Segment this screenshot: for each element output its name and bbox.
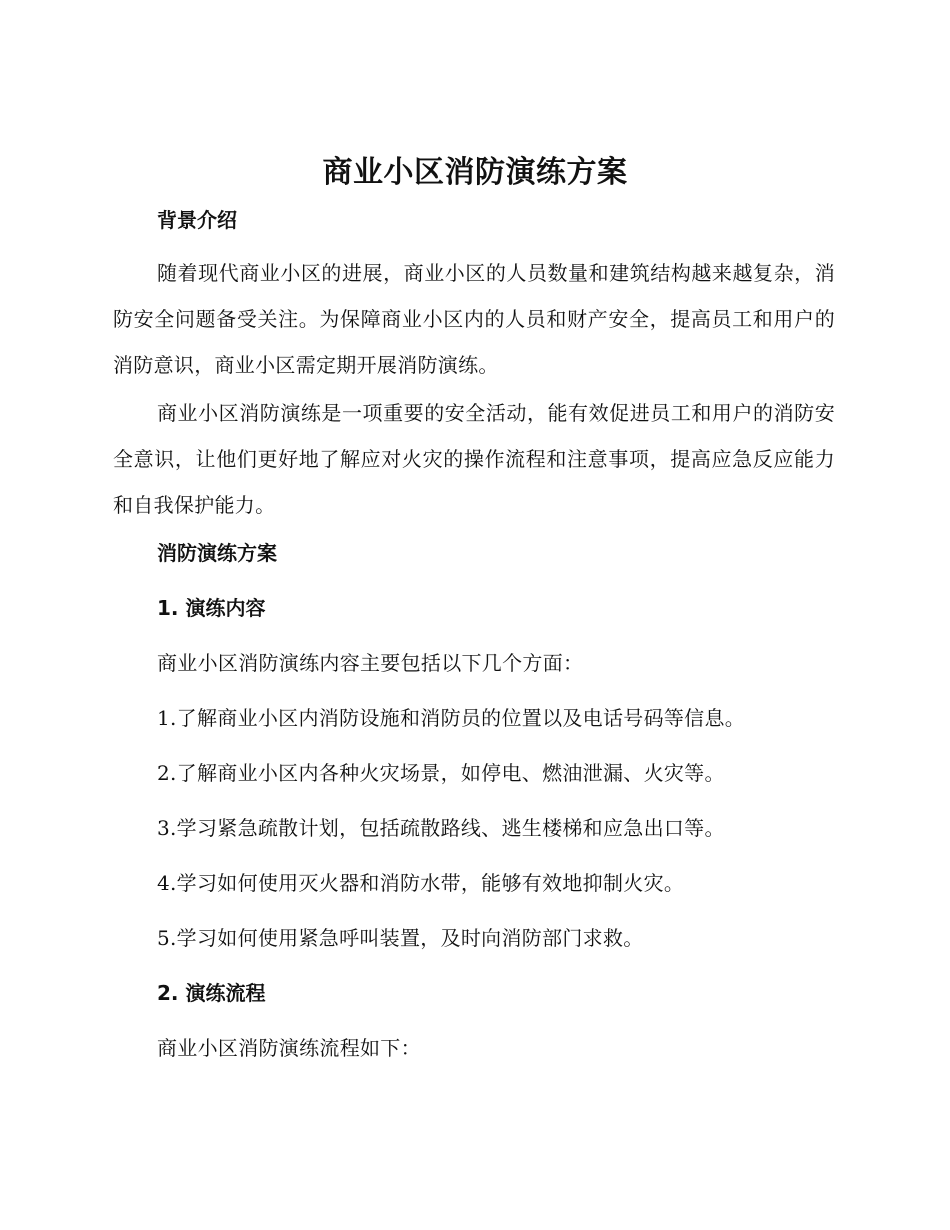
- paragraph-background-2: 商业小区消防演练是一项重要的安全活动，能有效促进员工和用户的消防安全意识，让他们更好地了解应对火灾的操作流程和注意事项，提高应急反应能力和自我保护能力。: [113, 401, 835, 517]
- subheading-drill-process: 2. 演练流程: [157, 981, 266, 1005]
- drill-content-intro: 商业小区消防演练内容主要包括以下几个方面：: [157, 651, 584, 675]
- subheading-drill-content: 1. 演练内容: [157, 596, 266, 620]
- document-title: 商业小区消防演练方案: [322, 155, 628, 190]
- list-item: 4.学习如何使用灭火器和消防水带，能够有效地抑制火灾。: [157, 871, 685, 895]
- section-heading-background: 背景介绍: [157, 208, 237, 232]
- list-item: 3.学习紧急疏散计划，包括疏散路线、逃生楼梯和应急出口等。: [157, 816, 725, 840]
- drill-process-intro: 商业小区消防演练流程如下：: [157, 1036, 421, 1060]
- paragraph-background-1: 随着现代商业小区的进展，商业小区的人员数量和建筑结构越来越复杂，消防安全问题备受关注。为保障商业小区内的人员和财产安全，提高员工和用户的消防意识，商业小区需定期开展消防演练。: [113, 261, 835, 377]
- list-item: 2.了解商业小区内各种火灾场景，如停电、燃油泄漏、火灾等。: [157, 761, 725, 785]
- list-item: 1.了解商业小区内消防设施和消防员的位置以及电话号码等信息。: [157, 706, 746, 730]
- section-heading-plan: 消防演练方案: [157, 541, 277, 565]
- list-item: 5.学习如何使用紧急呼叫装置，及时向消防部门求救。: [157, 926, 644, 950]
